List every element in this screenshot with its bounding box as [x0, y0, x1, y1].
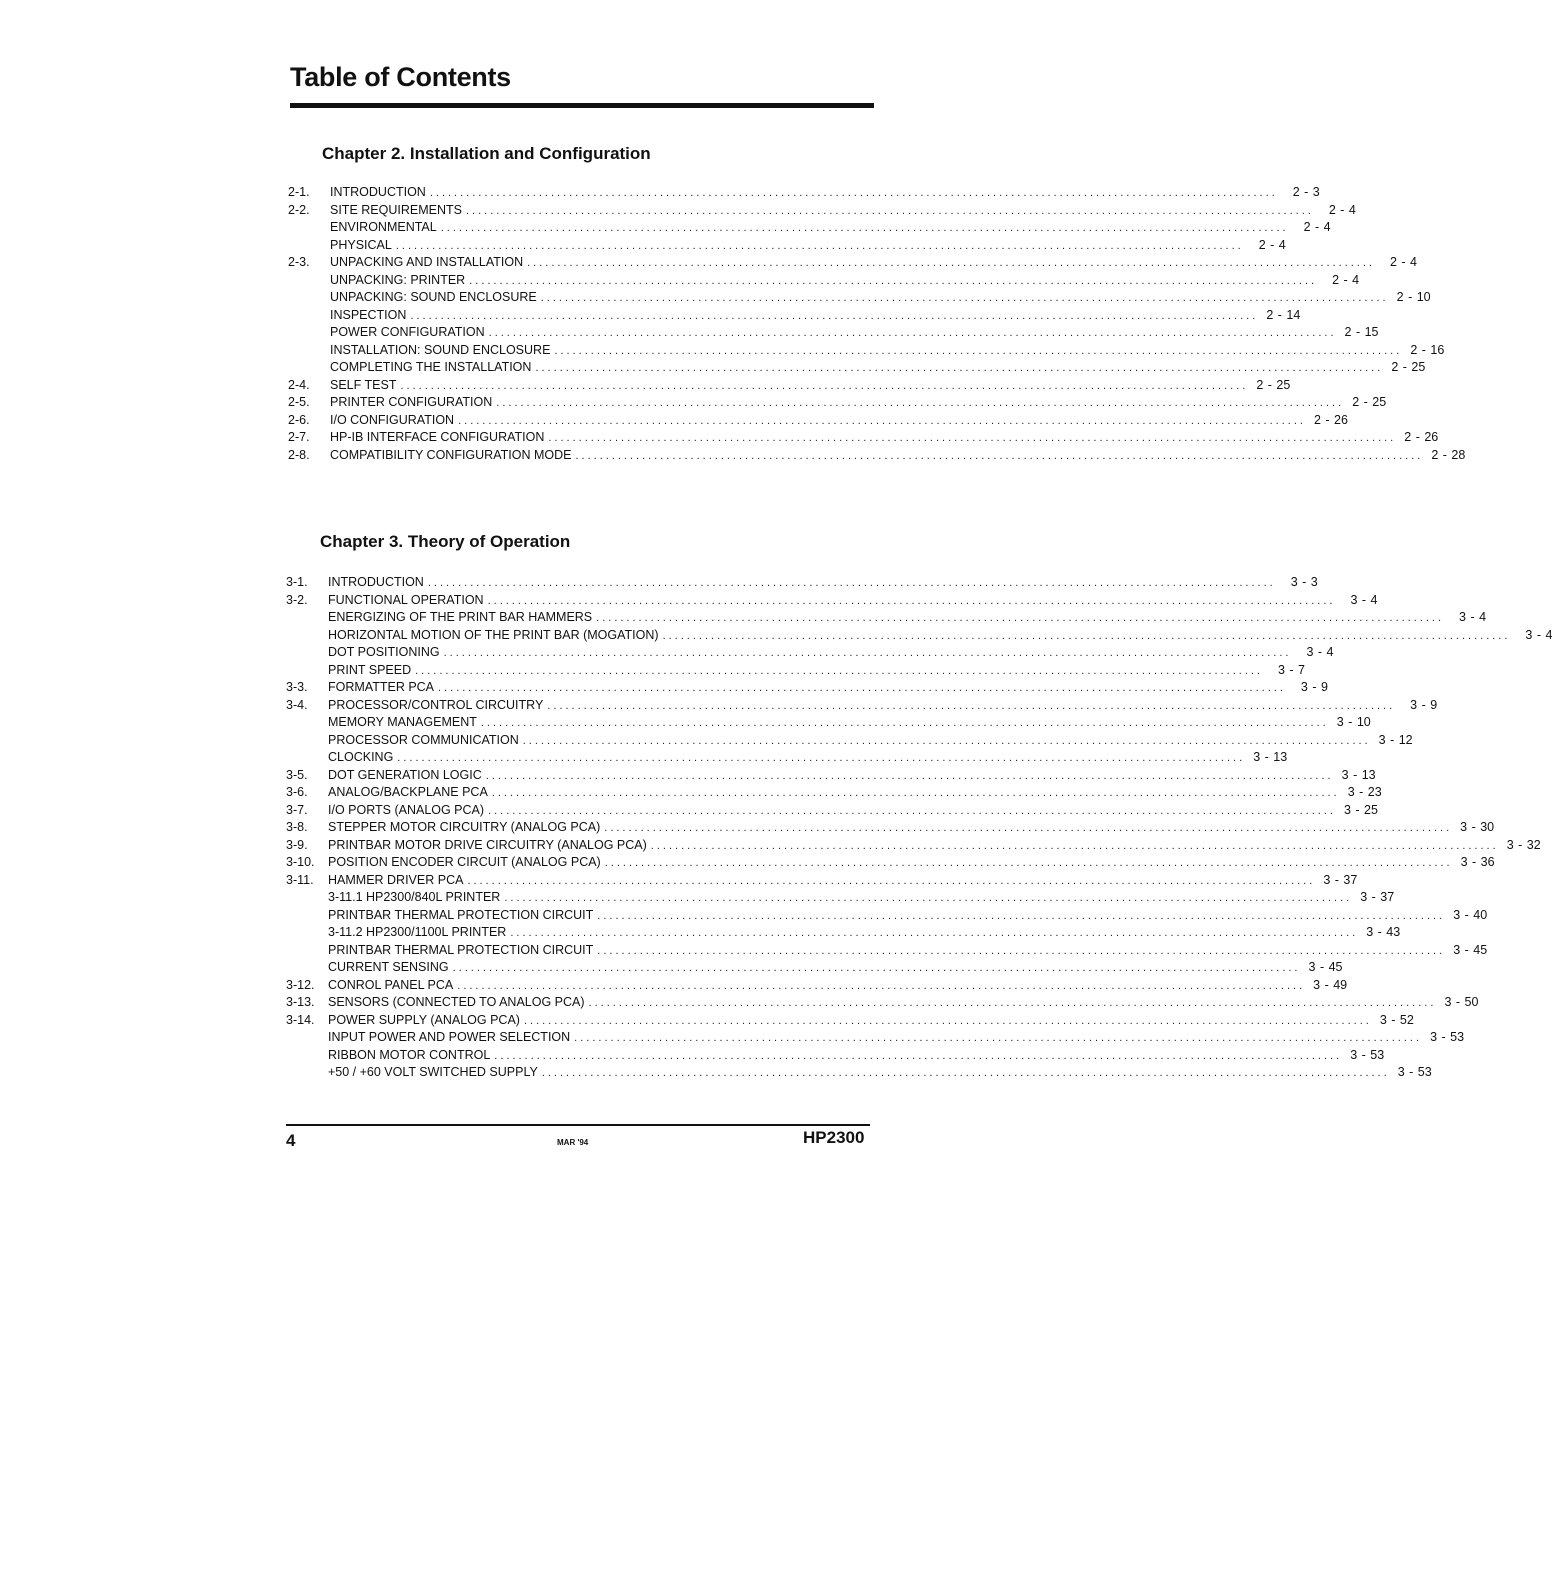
chapter-2-toc-list — [288, 185, 1466, 465]
toc-entry-page: 3 - 32 — [1506, 837, 1541, 852]
toc-entry-page: 3 - 40 — [1453, 907, 1488, 922]
toc-dot-leader: ............................................................................................................................................ — [452, 962, 1301, 974]
toc-dot-leader: ............................................................................................................................................ — [596, 612, 1445, 624]
title-rule — [290, 103, 874, 108]
toc-entry-page: 2 - 25 — [1352, 395, 1387, 409]
footer-date: MAR '94 — [557, 1138, 589, 1147]
toc-entry-title: DOT GENERATION LOGIC — [328, 767, 482, 782]
toc-entry-page: 3 - 52 — [1379, 1012, 1414, 1027]
toc-entry-number: 3-4. — [286, 697, 308, 712]
toc-entry — [286, 820, 1495, 838]
toc-entry-title: PRINTBAR THERMAL PROTECTION CIRCUIT — [328, 942, 594, 957]
toc-entry — [286, 645, 1334, 663]
toc-entry-number: 3-1. — [286, 575, 308, 589]
toc-entry-number: 2-8. — [288, 447, 310, 462]
chapter-3-toc-list — [286, 575, 1552, 1083]
toc-entry-title: 3-11.1 HP2300/840L PRINTER — [328, 890, 501, 904]
toc-dot-leader: ............................................................................................................................................ — [443, 647, 1292, 659]
toc-entry-title: I/O CONFIGURATION — [330, 412, 455, 427]
toc-dot-leader: ............................................................................................................................................ — [400, 379, 1249, 392]
toc-entry-page: 3 - 50 — [1444, 995, 1479, 1009]
toc-dot-leader: ............................................................................................................................................ — [410, 309, 1259, 322]
toc-entry — [286, 942, 1488, 961]
toc-entry-page: 2 - 10 — [1396, 290, 1431, 304]
toc-entry-number: 2-5. — [288, 395, 310, 409]
toc-dot-leader: ............................................................................................................................................ — [427, 577, 1276, 589]
toc-entry-number: 2-7. — [288, 430, 310, 444]
toc-entry — [286, 575, 1318, 593]
toc-dot-leader: ............................................................................................................................................ — [588, 997, 1437, 1009]
toc-entry — [286, 662, 1305, 681]
toc-entry — [288, 307, 1301, 326]
toc-entry-page: 3 - 45 — [1308, 960, 1343, 974]
toc-entry-page: 3 - 7 — [1277, 662, 1305, 677]
toc-entry — [288, 272, 1360, 291]
toc-dot-leader: ............................................................................................................................................ — [597, 909, 1446, 922]
toc-dot-leader: ............................................................................................................................................ — [547, 699, 1396, 712]
toc-entry-title: INTRODUCTION — [330, 185, 426, 199]
toc-entry — [288, 430, 1439, 448]
toc-entry — [286, 1030, 1465, 1048]
toc-entry — [288, 202, 1356, 221]
toc-dot-leader: ............................................................................................................................................ — [575, 449, 1424, 462]
toc-dot-leader: ............................................................................................................................................ — [540, 292, 1389, 304]
toc-entry-page: 2 - 25 — [1391, 360, 1426, 374]
toc-entry-page: 3 - 49 — [1313, 977, 1348, 992]
toc-entry-title: PRINTBAR MOTOR DRIVE CIRCUITRY (ANALOG PCA) — [328, 837, 647, 852]
toc-entry-page: 3 - 4 — [1306, 645, 1334, 659]
toc-entry — [286, 732, 1413, 751]
toc-entry-title: STEPPER MOTOR CIRCUITRY (ANALOG PCA) — [328, 820, 601, 834]
toc-entry-page: 3 - 30 — [1460, 820, 1495, 834]
toc-entry — [286, 680, 1328, 698]
toc-entry-page: 3 - 53 — [1350, 1047, 1385, 1062]
toc-entry — [286, 802, 1378, 821]
toc-dot-leader: ............................................................................................................................................ — [429, 187, 1278, 199]
toc-entry-number: 3-10. — [286, 855, 315, 869]
toc-entry — [286, 592, 1378, 611]
toc-entry-page: 3 - 23 — [1347, 785, 1382, 799]
toc-entry-page: 3 - 9 — [1410, 697, 1438, 712]
toc-dot-leader: ............................................................................................................................................ — [496, 397, 1345, 409]
toc-entry-title: RIBBON MOTOR CONTROL — [328, 1047, 491, 1062]
toc-entry — [286, 890, 1395, 908]
toc-entry-title: PROCESSOR COMMUNICATION — [328, 732, 519, 747]
toc-entry-title: CONROL PANEL PCA — [328, 977, 454, 992]
toc-entry-title: ANALOG/BACKPLANE PCA — [328, 785, 488, 799]
toc-dot-leader: ............................................................................................................................................ — [467, 874, 1316, 887]
toc-entry-title: PROCESSOR/CONTROL CIRCUITRY — [328, 697, 544, 712]
toc-entry — [286, 995, 1479, 1013]
toc-entry — [286, 872, 1358, 891]
toc-entry-number: 2-6. — [288, 412, 310, 427]
toc-entry-number: 3-2. — [286, 592, 308, 607]
toc-entry-number: 3-3. — [286, 680, 308, 694]
toc-entry-number: 2-2. — [288, 202, 310, 217]
toc-entry-page: 2 - 25 — [1256, 377, 1291, 392]
toc-entry-page: 2 - 14 — [1266, 307, 1301, 322]
toc-entry-page: 3 - 13 — [1341, 767, 1376, 782]
toc-entry-title: I/O PORTS (ANALOG PCA) — [328, 802, 485, 817]
toc-entry-title: DOT POSITIONING — [328, 645, 440, 659]
toc-entry-page: 3 - 12 — [1378, 732, 1413, 747]
footer-model: HP2300 — [803, 1128, 865, 1147]
toc-dot-leader: ............................................................................................................................................ — [494, 1049, 1343, 1062]
toc-dot-leader: ............................................................................................................................................ — [491, 787, 1340, 799]
toc-dot-leader: ............................................................................................................................................ — [397, 752, 1246, 764]
toc-dot-leader: ............................................................................................................................................ — [597, 944, 1446, 957]
toc-entry — [288, 290, 1431, 308]
toc-entry-title: FORMATTER PCA — [328, 680, 435, 694]
toc-entry — [288, 237, 1286, 256]
toc-entry-number: 3-13. — [286, 995, 315, 1009]
toc-entry-page: 3 - 53 — [1397, 1065, 1432, 1079]
toc-entry-page: 2 - 4 — [1258, 237, 1286, 252]
toc-dot-leader: ............................................................................................................................................ — [487, 594, 1336, 607]
toc-entry-title: PRINTER CONFIGURATION — [330, 395, 493, 409]
toc-entry-title: UNPACKING AND INSTALLATION — [330, 255, 524, 269]
toc-entry — [286, 837, 1541, 856]
toc-entry-page: 3 - 45 — [1453, 942, 1488, 957]
toc-entry-title: INSPECTION — [330, 307, 407, 322]
toc-entry-number: 3-5. — [286, 767, 308, 782]
toc-entry-title: PRINTBAR THERMAL PROTECTION CIRCUIT — [328, 907, 594, 922]
toc-entry-title: CURRENT SENSING — [328, 960, 449, 974]
toc-entry-number: 3-6. — [286, 785, 308, 799]
toc-entry — [286, 627, 1552, 646]
toc-entry-page: 3 - 9 — [1300, 680, 1328, 694]
toc-entry-title: ENVIRONMENTAL — [330, 220, 437, 234]
toc-entry-title: SELF TEST — [330, 377, 397, 392]
toc-entry-page: 3 - 37 — [1360, 890, 1395, 904]
toc-entry-title: INPUT POWER AND POWER SELECTION — [328, 1030, 571, 1044]
toc-entry-page: 3 - 4 — [1459, 610, 1487, 624]
toc-entry-page: 2 - 26 — [1404, 430, 1439, 444]
toc-entry — [286, 750, 1288, 768]
toc-entry-page: 2 - 4 — [1303, 220, 1331, 234]
toc-entry-page: 3 - 37 — [1323, 872, 1358, 887]
toc-entry-page: 2 - 28 — [1431, 447, 1466, 462]
toc-entry — [286, 785, 1382, 803]
toc-entry-number: 2-1. — [288, 185, 310, 199]
toc-entry — [288, 447, 1466, 466]
toc-entry-title: ENERGIZING OF THE PRINT BAR HAMMERS — [328, 610, 593, 624]
toc-entry-title: POWER SUPPLY (ANALOG PCA) — [328, 1012, 520, 1027]
toc-entry-title: MEMORY MANAGEMENT — [328, 715, 477, 729]
toc-dot-leader: ............................................................................................................................................ — [604, 822, 1453, 834]
toc-dot-leader: ............................................................................................................................................ — [488, 327, 1337, 339]
toc-entry-title: PRINT SPEED — [328, 662, 412, 677]
toc-entry-page: 3 - 53 — [1430, 1030, 1465, 1044]
toc-entry — [288, 377, 1291, 396]
toc-entry-title: SITE REQUIREMENTS — [330, 202, 462, 217]
toc-entry-title: UNPACKING: SOUND ENCLOSURE — [330, 290, 537, 304]
toc-entry-title: 3-11.2 HP2300/1100L PRINTER — [328, 925, 507, 939]
toc-dot-leader: ............................................................................................................................................ — [458, 414, 1306, 427]
toc-entry — [286, 697, 1438, 716]
toc-dot-leader: ............................................................................................................................................ — [465, 204, 1314, 217]
toc-entry-number: 3-9. — [286, 837, 308, 852]
toc-entry-title: COMPLETING THE INSTALLATION — [330, 360, 532, 374]
toc-dot-leader: ............................................................................................................................................ — [510, 927, 1359, 939]
toc-entry-number: 2-4. — [288, 377, 310, 392]
toc-entry-number: 3-8. — [286, 820, 308, 834]
toc-dot-leader: ............................................................................................................................................ — [535, 362, 1384, 374]
toc-dot-leader: ............................................................................................................................................ — [457, 979, 1306, 992]
toc-dot-leader: ............................................................................................................................................ — [541, 1067, 1390, 1079]
toc-entry-title: INTRODUCTION — [328, 575, 424, 589]
toc-dot-leader: ............................................................................................................................................ — [440, 222, 1289, 234]
toc-entry-page: 3 - 4 — [1525, 627, 1552, 642]
toc-entry-page: 2 - 4 — [1332, 272, 1360, 287]
toc-entry-page: 2 - 15 — [1344, 325, 1379, 339]
toc-dot-leader: ............................................................................................................................................ — [523, 1014, 1372, 1027]
toc-dot-leader: ............................................................................................................................................ — [415, 664, 1263, 677]
toc-entry — [286, 715, 1371, 733]
toc-entry — [288, 342, 1445, 361]
toc-entry-page: 2 - 26 — [1313, 412, 1348, 427]
toc-entry-page: 2 - 4 — [1328, 202, 1356, 217]
toc-entry — [286, 925, 1401, 943]
toc-dot-leader: ............................................................................................................................................ — [488, 804, 1336, 817]
toc-dot-leader: ............................................................................................................................................ — [650, 839, 1499, 852]
toc-entry — [286, 767, 1376, 786]
toc-entry — [286, 907, 1488, 926]
toc-entry-page: 3 - 4 — [1350, 592, 1378, 607]
chapter-2-heading: Chapter 2. Installation and Configuration — [322, 144, 651, 163]
toc-entry — [288, 220, 1331, 238]
toc-dot-leader: ............................................................................................................................................ — [438, 682, 1286, 694]
toc-dot-leader: ............................................................................................................................................ — [485, 769, 1334, 782]
toc-dot-leader: ............................................................................................................................................ — [469, 274, 1318, 287]
toc-entry-title: HAMMER DRIVER PCA — [328, 872, 464, 887]
toc-entry-number: 2-3. — [288, 255, 310, 269]
toc-entry — [288, 395, 1387, 413]
toc-entry-page: 3 - 36 — [1460, 855, 1495, 869]
toc-entry — [288, 255, 1417, 273]
toc-dot-leader: ............................................................................................................................................ — [504, 892, 1353, 904]
toc-entry-page: 2 - 3 — [1292, 185, 1320, 199]
toc-entry-title: CLOCKING — [328, 750, 394, 764]
footer-rule — [286, 1124, 870, 1126]
chapter-3-heading: Chapter 3. Theory of Operation — [320, 532, 571, 551]
toc-dot-leader: ............................................................................................................................................ — [604, 857, 1453, 869]
toc-entry-number: 3-14. — [286, 1012, 315, 1027]
footer-page-number: 4 — [286, 1131, 296, 1150]
toc-entry-title: HP-IB INTERFACE CONFIGURATION — [330, 430, 545, 444]
toc-entry-title: PHYSICAL — [330, 237, 392, 252]
toc-entry-title: SENSORS (CONNECTED TO ANALOG PCA) — [328, 995, 585, 1009]
toc-entry-title: POWER CONFIGURATION — [330, 325, 485, 339]
toc-dot-leader: ............................................................................................................................................ — [554, 344, 1403, 357]
toc-entry-title: FUNCTIONAL OPERATION — [328, 592, 484, 607]
toc-entry — [286, 610, 1487, 628]
toc-entry — [286, 977, 1348, 996]
toc-entry-page: 3 - 43 — [1366, 925, 1401, 939]
toc-entry-number: 3-11. — [286, 872, 314, 887]
toc-entry-page: 3 - 25 — [1343, 802, 1378, 817]
page-title: Table of Contents — [290, 62, 511, 92]
toc-dot-leader: ............................................................................................................................................ — [662, 629, 1511, 642]
toc-entry-number: 3-12. — [286, 977, 315, 992]
toc-entry-page: 2 - 16 — [1410, 342, 1445, 357]
toc-entry-title: POSITION ENCODER CIRCUIT (ANALOG PCA) — [328, 855, 601, 869]
toc-entry — [286, 960, 1343, 978]
toc-entry — [286, 855, 1495, 873]
toc-entry-page: 3 - 3 — [1290, 575, 1318, 589]
toc-dot-leader: ............................................................................................................................................ — [574, 1032, 1423, 1044]
toc-entry — [288, 185, 1320, 203]
toc-dot-leader: ............................................................................................................................................ — [527, 257, 1375, 269]
toc-entry — [286, 1047, 1385, 1066]
toc-entry — [286, 1012, 1414, 1031]
toc-dot-leader: ............................................................................................................................................ — [480, 717, 1329, 729]
toc-entry — [288, 325, 1379, 343]
toc-entry-number: 3-7. — [286, 802, 308, 817]
toc-entry — [288, 412, 1348, 431]
toc-dot-leader: ............................................................................................................................................ — [522, 734, 1371, 747]
toc-dot-leader: ............................................................................................................................................ — [395, 239, 1244, 252]
toc-entry-title: +50 / +60 VOLT SWITCHED SUPPLY — [328, 1065, 538, 1079]
toc-entry — [286, 1065, 1432, 1083]
toc-dot-leader: ............................................................................................................................................ — [548, 432, 1397, 444]
toc-entry-title: COMPATIBILITY CONFIGURATION MODE — [330, 447, 572, 462]
toc-entry-title: HORIZONTAL MOTION OF THE PRINT BAR (MOGATION) — [328, 627, 659, 642]
toc-entry-title: INSTALLATION: SOUND ENCLOSURE — [330, 342, 551, 357]
toc-entry-page: 3 - 13 — [1253, 750, 1288, 764]
toc-entry-page: 3 - 10 — [1336, 715, 1371, 729]
toc-entry-title: UNPACKING: PRINTER — [330, 272, 466, 287]
toc-entry — [288, 360, 1426, 378]
toc-entry-page: 2 - 4 — [1389, 255, 1417, 269]
